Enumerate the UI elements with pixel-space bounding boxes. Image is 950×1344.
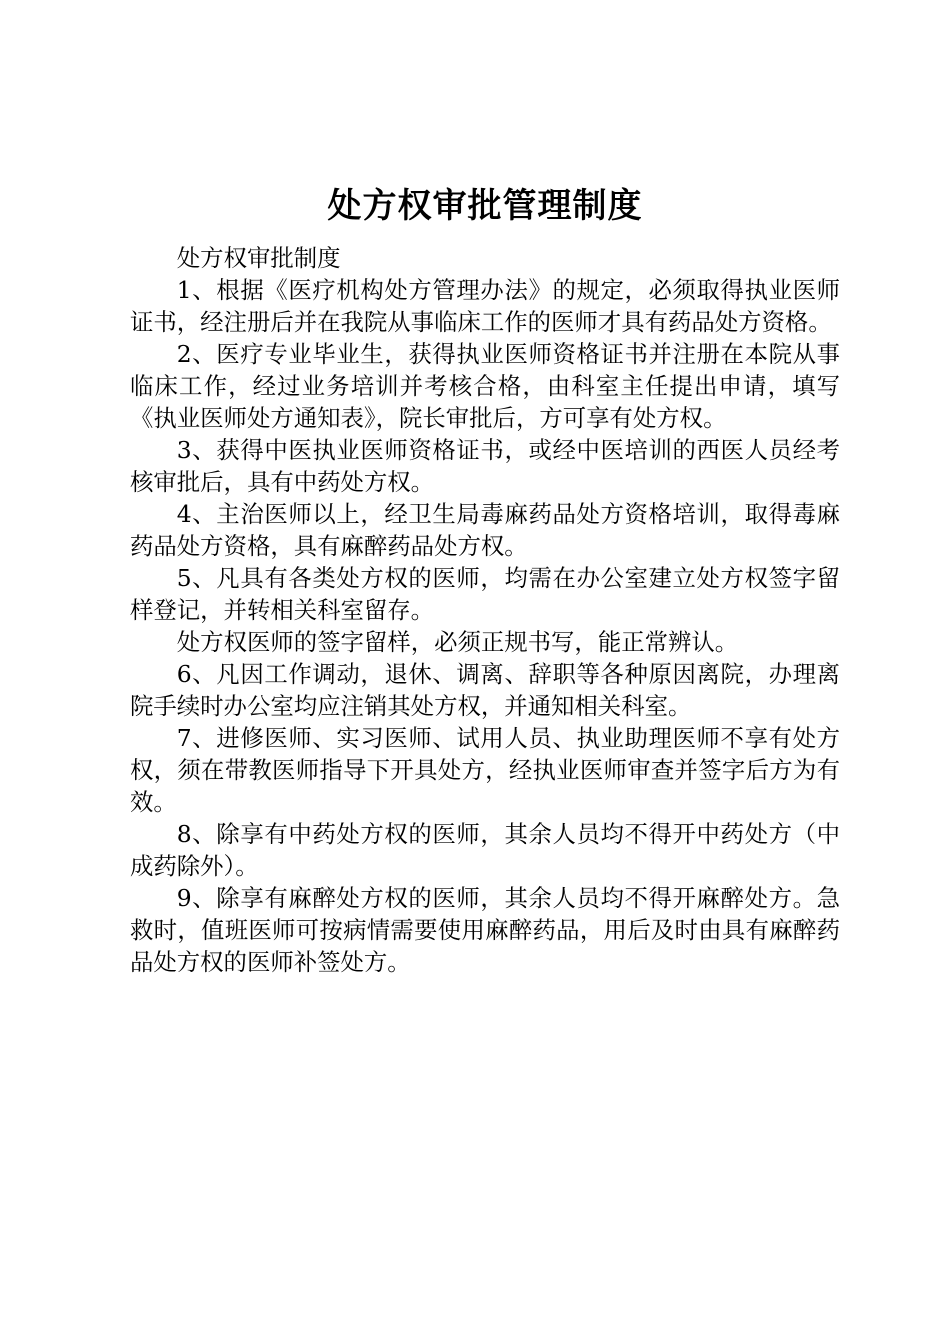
rule-item-6: 6、凡因工作调动，退休、调离、辞职等各种原因离院，办理离院手续时办公室均应注销其处方权，并通知相关科室。 (130, 660, 840, 720)
signature-note: 处方权医师的签字留样，必须正规书写，能正常辨认。 (176, 628, 739, 656)
document-page (130, 178, 840, 978)
rule-item-1: 1、根据《医疗机构处方管理办法》的规定，必须取得执业医师证书，经注册后并在我院从事临床工作的医师才具有药品处方资格。 (130, 276, 840, 336)
rule-item-2: 2、医疗专业毕业生，获得执业医师资格证书并注册在本院从事临床工作，经过业务培训并考核合格，由科室主任提出申请，填写《执业医师处方通知表》，院长审批后，方可享有处方权。 (130, 340, 840, 432)
section-heading: 处方权审批制度 (176, 244, 341, 272)
rule-item-7: 7、进修医师、实习医师、试用人员、执业助理医师不享有处方权，须在带教医师指导下开具处方，经执业医师审查并签字后方为有效。 (130, 724, 840, 816)
rule-item-3: 3、获得中医执业医师资格证书，或经中医培训的西医人员经考核审批后，具有中药处方权。 (130, 436, 840, 496)
rule-item-8: 8、除享有中药处方权的医师，其余人员均不得开中药处方（中成药除外）。 (130, 820, 840, 880)
rule-item-9: 9、除享有麻醉处方权的医师，其余人员均不得开麻醉处方。急救时，值班医师可按病情需要使用麻醉药品，用后及时由具有麻醉药品处方权的医师补签处方。 (130, 884, 840, 976)
rule-item-4: 4、主治医师以上，经卫生局毒麻药品处方资格培训，取得毒麻药品处方资格，具有麻醉药品处方权。 (130, 500, 840, 560)
document-title: 处方权审批管理制度 (327, 186, 643, 226)
rule-item-5: 5、凡具有各类处方权的医师，均需在办公室建立处方权签字留样登记，并转相关科室留存。 (130, 564, 840, 624)
